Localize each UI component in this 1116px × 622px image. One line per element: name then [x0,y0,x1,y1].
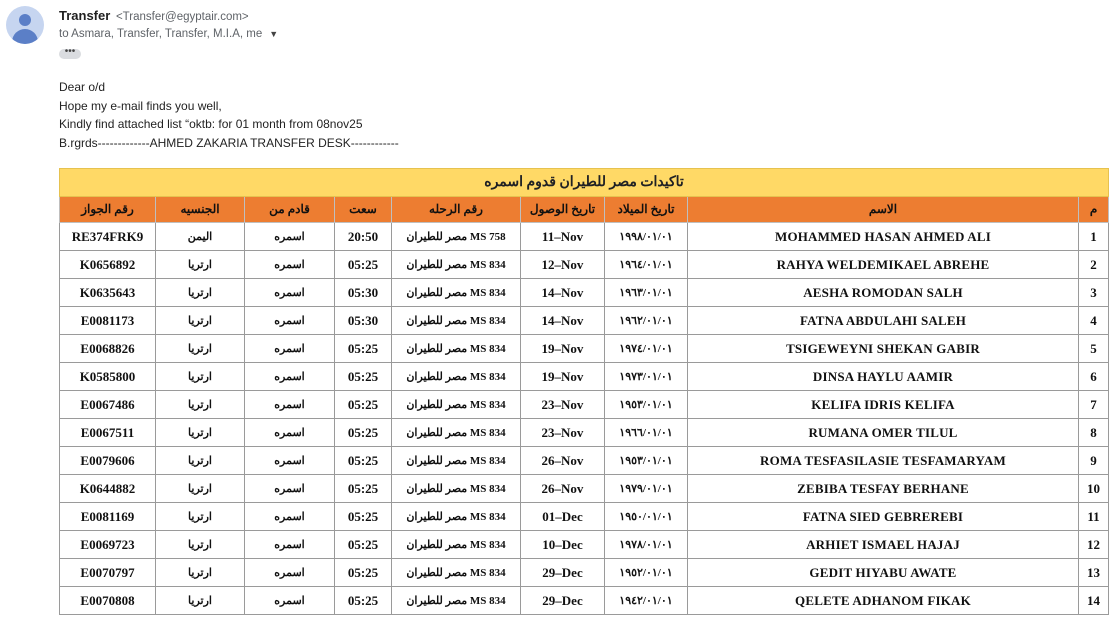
passport-cell: E0070808 [60,587,156,615]
birth-date-cell: ١٩٥٢/٠١/٠١ [605,559,688,587]
index-cell: 12 [1079,531,1109,559]
passport-cell: RE374FRK9 [60,223,156,251]
table-row [60,475,1109,503]
flight-cell: MS 834 مصر للطيران [392,279,521,307]
index-cell: 9 [1079,447,1109,475]
nationality-cell: ارتريا [156,559,245,587]
arrival-date-cell: 26–Nov [521,447,605,475]
name-cell: FATNA ABDULAHI SALEH [688,307,1079,335]
arrival-date-cell: 26–Nov [521,475,605,503]
name-cell: KELIFA IDRIS KELIFA [688,391,1079,419]
index-cell: 1 [1079,223,1109,251]
arriving-from-cell: اسمره [245,419,335,447]
time-cell: 05:30 [335,279,392,307]
table-row [60,559,1109,587]
nationality-cell: ارتريا [156,447,245,475]
confirmations-table [59,168,1109,615]
flight-cell: MS 834 مصر للطيران [392,335,521,363]
passport-cell: K0585800 [60,363,156,391]
time-cell: 05:25 [335,391,392,419]
birth-date-cell: ١٩٩٨/٠١/٠١ [605,223,688,251]
passport-header: رقم الجواز [60,197,156,223]
table-header-row [60,197,1109,223]
avatar-body [12,29,38,44]
caret-down-icon[interactable]: ▼ [269,29,279,39]
confirmations-sheet [59,168,1108,615]
birth-date-cell: ١٩٧٨/٠١/٠١ [605,531,688,559]
time-header: سعت [335,197,392,223]
name-cell: RUMANA OMER TILUL [688,419,1079,447]
more-dots-icon[interactable]: ••• [59,49,81,59]
flight-cell: MS 834 مصر للطيران [392,307,521,335]
passport-cell: K0644882 [60,475,156,503]
name-header: الاسم [688,197,1079,223]
flight-cell: MS 834 مصر للطيران [392,363,521,391]
arrival-date-cell: 12–Nov [521,251,605,279]
flight-cell: MS 758 مصر للطيران [392,223,521,251]
name-cell: FATNA SIED GEBREREBI [688,503,1079,531]
arrival-date-cell: 29–Dec [521,559,605,587]
flight-cell: MS 834 مصر للطيران [392,391,521,419]
arriving-from-cell: اسمره [245,391,335,419]
table-row [60,503,1109,531]
index-cell: 2 [1079,251,1109,279]
arrival-date-cell: 11–Nov [521,223,605,251]
birth-date-cell: ١٩٦٢/٠١/٠١ [605,307,688,335]
time-cell: 05:25 [335,419,392,447]
passport-cell: E0081173 [60,307,156,335]
nationality-cell: ارتريا [156,531,245,559]
nationality-cell: ارتريا [156,335,245,363]
sender-line [59,8,249,23]
arriving-from-cell: اسمره [245,307,335,335]
sender-name[interactable]: Transfer [59,8,111,23]
body-line: B.rgrds-------------AHMED ZAKARIA TRANSFER DESK------------ [59,135,399,150]
arriving-from-cell: اسمره [245,279,335,307]
name-cell: AESHA ROMODAN SALH [688,279,1079,307]
arriving-from-cell: اسمره [245,251,335,279]
arrival-date-cell: 23–Nov [521,391,605,419]
name-cell: DINSA HAYLU AAMIR [688,363,1079,391]
nationality-cell: ارتريا [156,475,245,503]
passport-cell: E0067486 [60,391,156,419]
body-line: Dear o/d [59,80,106,94]
arrival-date-cell: 14–Nov [521,279,605,307]
passport-cell: K0656892 [60,251,156,279]
nationality-cell: ارتريا [156,279,245,307]
arriving-from-cell: اسمره [245,531,335,559]
nationality-cell: ارتريا [156,363,245,391]
index-cell: 13 [1079,559,1109,587]
passport-cell: E0069723 [60,531,156,559]
time-cell: 05:25 [335,503,392,531]
name-cell: ARHIET ISMAEL HAJAJ [688,531,1079,559]
flight-cell: MS 834 مصر للطيران [392,475,521,503]
index-header: م [1079,197,1109,223]
name-cell: ZEBIBA TESFAY BERHANE [688,475,1079,503]
nationality-cell: ارتريا [156,503,245,531]
table-title: تاكيدات مصر للطيران قدوم اسمره [60,169,1109,197]
arriving-from-cell: اسمره [245,363,335,391]
table-row [60,363,1109,391]
time-cell: 05:25 [335,531,392,559]
arriving-from-cell: اسمره [245,335,335,363]
nationality-cell: ارتريا [156,419,245,447]
time-cell: 05:25 [335,587,392,615]
birth-date-cell: ١٩٦٣/٠١/٠١ [605,279,688,307]
time-cell: 20:50 [335,223,392,251]
time-cell: 05:25 [335,447,392,475]
birth-date-cell: ١٩٥٣/٠١/٠١ [605,447,688,475]
index-cell: 4 [1079,307,1109,335]
body-line: Kindly find attached list “oktb: for 01 month from 08nov25 [59,117,363,131]
name-cell: RAHYA WELDEMIKAEL ABREHE [688,251,1079,279]
name-cell: TSIGEWEYNI SHEKAN GABIR [688,335,1079,363]
nationality-cell: ارتريا [156,587,245,615]
time-cell: 05:30 [335,307,392,335]
arrival-date-cell: 01–Dec [521,503,605,531]
name-cell: GEDIT HIYABU AWATE [688,559,1079,587]
index-cell: 5 [1079,335,1109,363]
flight-cell: MS 834 مصر للطيران [392,559,521,587]
flight-cell: MS 834 مصر للطيران [392,587,521,615]
arriving-from-cell: اسمره [245,559,335,587]
nationality-cell: ارتريا [156,307,245,335]
arrival-date-cell: 19–Nov [521,363,605,391]
table-row [60,223,1109,251]
birth-date-cell: ١٩٧٩/٠١/٠١ [605,475,688,503]
birth-date-cell: ١٩٧٤/٠١/٠١ [605,335,688,363]
table-body [60,223,1109,615]
passport-cell: E0070797 [60,559,156,587]
time-cell: 05:25 [335,335,392,363]
table-row [60,391,1109,419]
time-cell: 05:25 [335,559,392,587]
birth-date-header: تاريخ الميلاد [605,197,688,223]
nationality-header: الجنسيه [156,197,245,223]
name-cell: QELETE ADHANOM FIKAK [688,587,1079,615]
avatar-head [19,14,31,26]
name-cell: ROMA TESFASILASIE TESFAMARYAM [688,447,1079,475]
time-cell: 05:25 [335,475,392,503]
flight-cell: MS 834 مصر للطيران [392,531,521,559]
passport-cell: K0635643 [60,279,156,307]
sender-avatar-icon[interactable] [6,6,44,44]
index-cell: 10 [1079,475,1109,503]
index-cell: 14 [1079,587,1109,615]
table-row [60,587,1109,615]
arriving-from-header: قادم من [245,197,335,223]
birth-date-cell: ١٩٦٤/٠١/٠١ [605,251,688,279]
arriving-from-cell: اسمره [245,223,335,251]
flight-cell: MS 834 مصر للطيران [392,447,521,475]
table-row [60,307,1109,335]
passport-cell: E0067511 [60,419,156,447]
passport-cell: E0079606 [60,447,156,475]
table-row [60,447,1109,475]
index-cell: 3 [1079,279,1109,307]
nationality-cell: ارتريا [156,251,245,279]
sender-address: <Transfer@egyptair.com> [115,11,249,23]
arrival-date-cell: 23–Nov [521,419,605,447]
arrival-date-cell: 14–Nov [521,307,605,335]
index-cell: 6 [1079,363,1109,391]
time-cell: 05:25 [335,251,392,279]
birth-date-cell: ١٩٥٣/٠١/٠١ [605,391,688,419]
birth-date-cell: ١٩٦٦/٠١/٠١ [605,419,688,447]
arrival-date-cell: 19–Nov [521,335,605,363]
arrival-date-cell: 29–Dec [521,587,605,615]
flight-header: رقم الرحله [392,197,521,223]
index-cell: 7 [1079,391,1109,419]
flight-cell: MS 834 مصر للطيران [392,251,521,279]
time-cell: 05:25 [335,363,392,391]
arriving-from-cell: اسمره [245,447,335,475]
index-cell: 11 [1079,503,1109,531]
body-line: Hope my e-mail finds you well, [59,98,222,113]
birth-date-cell: ١٩٤٢/٠١/٠١ [605,587,688,615]
birth-date-cell: ١٩٥٠/٠١/٠١ [605,503,688,531]
arrival-date-header: تاريخ الوصول [521,197,605,223]
table-row [60,251,1109,279]
table-row [60,335,1109,363]
flight-cell: MS 834 مصر للطيران [392,419,521,447]
email-body [59,78,399,152]
recipients-text: to Asmara, Transfer, Transfer, M.I.A, me [59,28,263,40]
name-cell: MOHAMMED HASAN AHMED ALI [688,223,1079,251]
arriving-from-cell: اسمره [245,475,335,503]
table-row [60,279,1109,307]
passport-cell: E0068826 [60,335,156,363]
arriving-from-cell: اسمره [245,587,335,615]
passport-cell: E0081169 [60,503,156,531]
arrival-date-cell: 10–Dec [521,531,605,559]
flight-cell: MS 834 مصر للطيران [392,503,521,531]
arriving-from-cell: اسمره [245,503,335,531]
recipients-line[interactable] [59,28,278,40]
birth-date-cell: ١٩٧٣/٠١/٠١ [605,363,688,391]
nationality-cell: اليمن [156,223,245,251]
nationality-cell: ارتريا [156,391,245,419]
index-cell: 8 [1079,419,1109,447]
table-row [60,419,1109,447]
table-row [60,531,1109,559]
